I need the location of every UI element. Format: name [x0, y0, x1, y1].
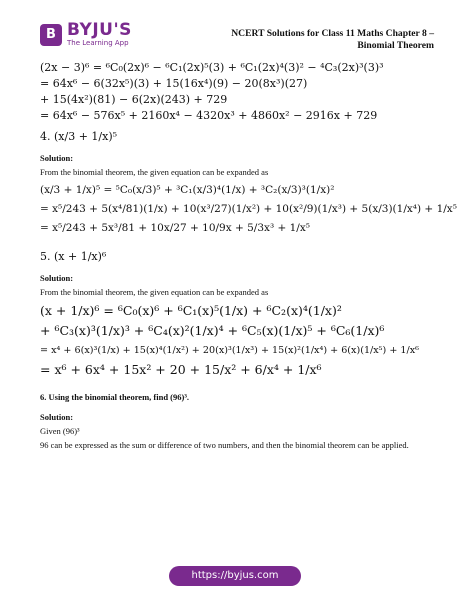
solution-intro: From the binomial theorem, the given equation can be expanded as: [40, 167, 269, 177]
equation-line: = x⁴ + 6(x)³(1/x) + 15(x)⁴(1/x²) + 20(x)³(1/x³) + 15(x)²(1/x⁴) + 6(x)(1/x⁵) + 1/x⁶: [40, 345, 420, 356]
brand-tagline: The Learning App: [67, 39, 129, 47]
solution-label: Solution:: [40, 412, 74, 422]
problem-expression: (x/3 + 1/x)⁵: [54, 130, 118, 143]
problem-5: [40, 250, 450, 263]
byjus-logo: [40, 22, 132, 47]
equation-line: + 15(4x²)(81) − 6(2x)(243) + 729: [40, 93, 228, 106]
equation-line: = x⁵/243 + 5(x⁴/81)(1/x) + 10(x³/27)(1/x²) + 10(x²/9)(1/x³) + 5(x/3)(1/x⁴) + 1/x⁵: [40, 203, 457, 215]
solution-intro: From the binomial theorem, the given equation can be expanded as: [40, 287, 269, 297]
problem-expression: (x + 1/x)⁶: [54, 250, 107, 263]
equation-line: = x⁶ + 6x⁴ + 15x² + 20 + 15/x² + 6/x⁴ + 1/x⁶: [40, 362, 322, 377]
page-header: [0, 0, 474, 62]
problem-number: 4.: [40, 130, 51, 143]
equation-line: (x + 1/x)⁶ = ⁶C₀(x)⁶ + ⁶C₁(x)⁵(1/x) + ⁶C₂(x)⁴(1/x)²: [40, 303, 342, 318]
document-title-line2: Binomial Theorem: [357, 40, 434, 51]
byjus-logo-icon: B: [40, 24, 62, 46]
problem-4: [40, 130, 450, 143]
given-text: Given (96)³: [40, 426, 80, 436]
equation-line: (2x − 3)⁶ = ⁶C₀(2x)⁶ − ⁶C₁(2x)⁵(3) + ⁶C₁(2x)⁴(3)² − ⁴C₃(2x)³(3)³: [40, 61, 384, 74]
problem-6-question: 6. Using the binomial theorem, find (96)³.: [40, 392, 190, 402]
equation-line: = x⁵/243 + 5x³/81 + 10x/27 + 10/9x + 5/3x³ + 1/x⁵: [40, 222, 310, 234]
brand-name: BYJU'S: [67, 20, 132, 40]
solution-label: Solution:: [40, 153, 74, 163]
document-title: [231, 28, 434, 52]
expansion-block-3: [40, 60, 450, 124]
document-title-line1: NCERT Solutions for Class 11 Maths Chapter 8 –: [231, 28, 434, 39]
footer-url-link[interactable]: https://byjus.com: [169, 566, 301, 586]
equation-line: = 64x⁶ − 576x⁵ + 2160x⁴ − 4320x³ + 4860x² − 2916x + 729: [40, 109, 378, 122]
page-content: [40, 60, 457, 454]
equation-line: (x/3 + 1/x)⁵ = ⁵C₀(x/3)⁵ + ³C₁(x/3)⁴(1/x) + ³C₂(x/3)³(1/x)²: [40, 184, 335, 196]
solution-text: 96 can be expressed as the sum or difference of two numbers, and then the binomial theorem can be applied.: [40, 440, 409, 450]
equation-line: = 64x⁶ − 6(32x⁵)(3) + 15(16x⁴)(9) − 20(8x³)(27): [40, 77, 308, 90]
solution-label: Solution:: [40, 273, 74, 283]
problem-number: 5.: [40, 250, 51, 263]
equation-line: + ⁶C₃(x)³(1/x)³ + ⁶C₄(x)²(1/x)⁴ + ⁶C₅(x)(1/x)⁵ + ⁶C₆(1/x)⁶: [40, 323, 385, 338]
